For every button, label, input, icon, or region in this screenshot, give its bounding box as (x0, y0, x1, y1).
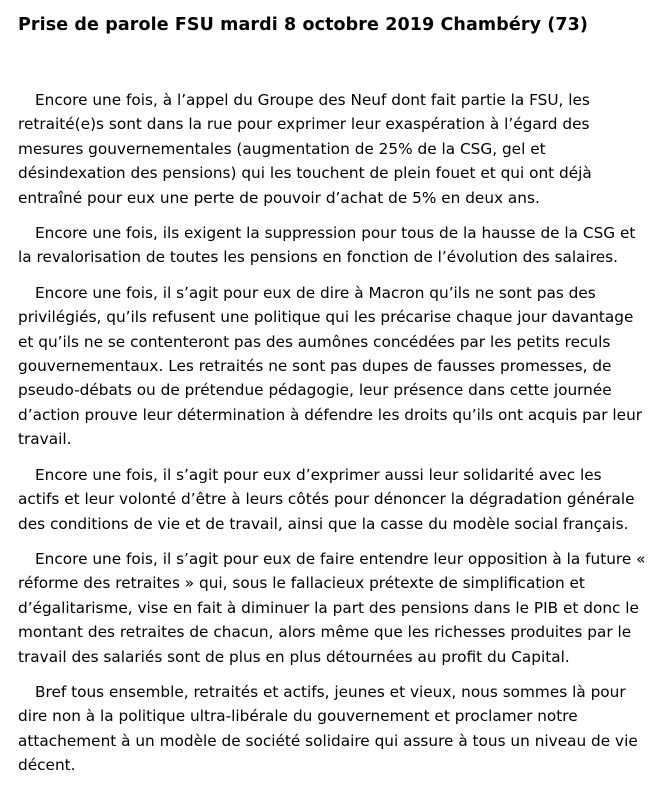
paragraph-2: Encore une fois, ils exigent la suppression pour tous de la hausse de la CSG et la revalorisation de toutes les pensions en fonction de l’évolution des salaires. (18, 224, 636, 267)
paragraph-4: Encore une fois, il s’agit pour eux d’exprimer aussi leur solidarité avec les actifs et leur volonté d’être à leurs côtés pour dénoncer la dégradation générale des conditions de vie et de travail, ainsi que la casse du modèle social français. (18, 465, 635, 533)
document-title: Prise de parole FSU mardi 8 octobre 2019 Chambéry (73) (18, 15, 589, 35)
paragraph-6: Bref tous ensemble, retraités et actifs, jeunes et vieux, nous sommes là pour dire non à la politique ultra-libérale du gouvernement et proclamer notre attachement à un modèle de société solidaire qui assure à tous un niveau de vie décent. (18, 682, 638, 775)
paragraph-5: Encore une fois, il s’agit pour eux de faire entendre leur opposition à la future « réforme des retraites » qui, sous le fallacieux prétexte de simplification et d’égalitarisme, vise en fait à diminuer la part des pensions dans le PIB et donc le montant des retraites de chacun, alors même que les richesses produites par le travail des salariés sont de plus en plus détournées au profit du Capital. (18, 549, 646, 666)
document-body (18, 88, 646, 789)
paragraph-1: Encore une fois, à l’appel du Groupe des Neuf dont fait partie la FSU, les retraité(e)s sont dans la rue pour exprimer leur exaspération à l’égard des mesures gouvernementales (augmentation de 25% de la CSG, gel et désindexation des pensions) qui les touchent de plein fouet et qui ont déjà entraîné pour eux une perte de pouvoir d’achat de 5% en deux ans. (18, 91, 592, 207)
paragraph-3: Encore une fois, il s’agit pour eux de dire à Macron qu’ils ne sont pas des privilégiés, qu’ils refusent une politique qui les précarise chaque jour davantage et qu’ils ne se contenteront pas des aumônes concédées par les petits reculs gouvernementaux. Les retraités ne sont pas dupes de fausses promesses, de pseudo-débats ou de prétendue pédagogie, leur présence dans cette journée d’action prouve leur détermination à défendre les droits qu’ils ont acquis par leur travail. (18, 283, 643, 449)
